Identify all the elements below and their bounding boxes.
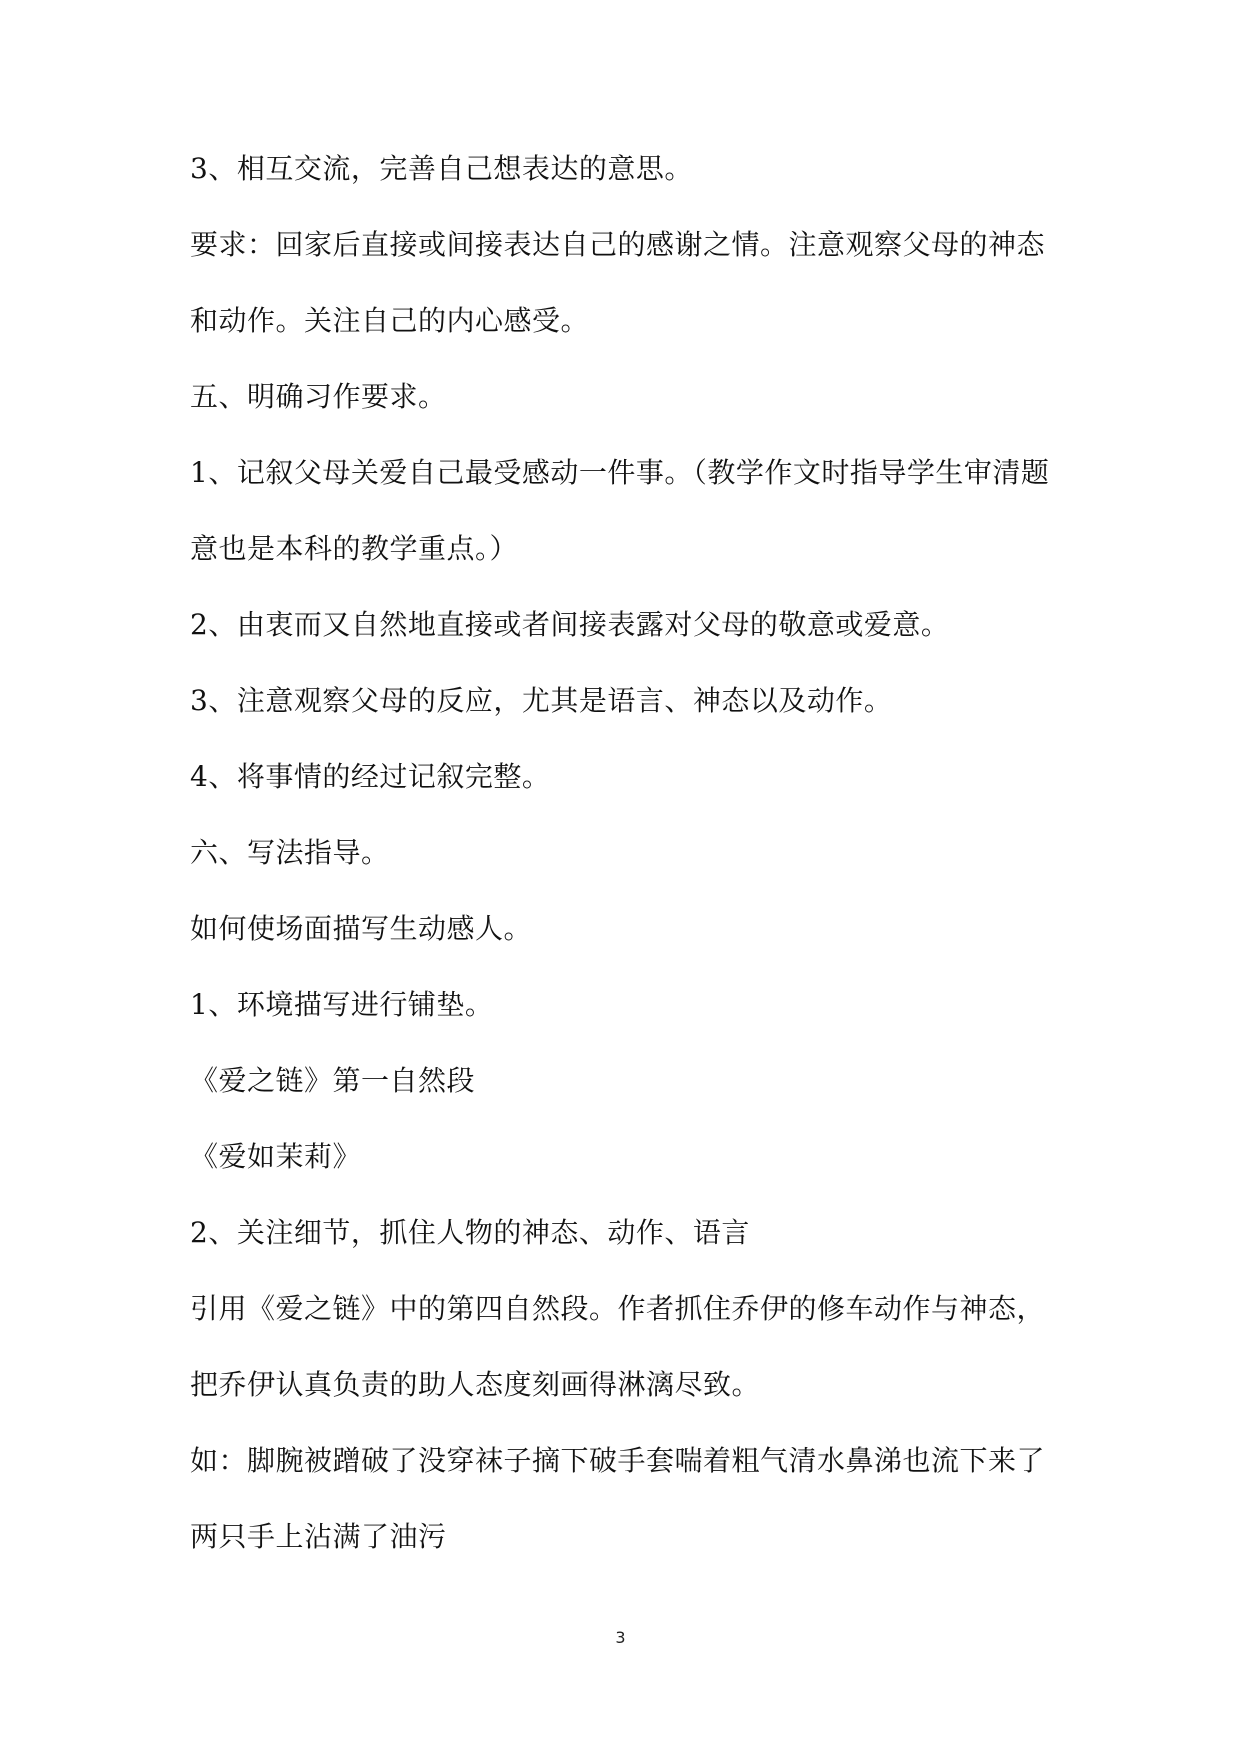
text-line: 《爱之链》第一自然段	[190, 1064, 476, 1097]
text-line: 1、环境描写进行铺垫。	[190, 988, 494, 1021]
text-line: 3、注意观察父母的反应，尤其是语言、神态以及动作。	[190, 684, 893, 717]
text-line: 引用《爱之链》中的第四自然段。作者抓住乔伊的修车动作与神态，	[190, 1292, 1046, 1325]
text-line: 4、将事情的经过记叙完整。	[190, 760, 551, 793]
text-line: 2、关注细节，抓住人物的神态、动作、语言	[190, 1216, 750, 1249]
section-heading: 五、明确习作要求。	[190, 380, 447, 413]
text-line: 意也是本科的教学重点。）	[190, 532, 519, 565]
text-line: 两只手上沾满了油污	[190, 1520, 447, 1553]
text-line: 1、记叙父母关爱自己最受感动一件事。（教学作文时指导学生审清题	[190, 456, 1050, 489]
page-number: 3	[615, 1628, 626, 1647]
text-line: 如：脚腕被蹭破了没穿袜子摘下破手套喘着粗气清水鼻涕也流下来了	[190, 1444, 1046, 1477]
section-heading: 六、写法指导。	[190, 836, 390, 869]
text-line: 《爱如茉莉》	[190, 1140, 362, 1173]
text-line: 3、相互交流，完善自己想表达的意思。	[190, 152, 693, 185]
text-line: 和动作。关注自己的内心感受。	[190, 304, 590, 337]
text-line: 2、由衷而又自然地直接或者间接表露对父母的敬意或爱意。	[190, 608, 950, 641]
text-line: 把乔伊认真负责的助人态度刻画得淋漓尽致。	[190, 1368, 761, 1401]
text-line: 如何使场面描写生动感人。	[190, 912, 533, 945]
text-line: 要求：回家后直接或间接表达自己的感谢之情。注意观察父母的神态	[190, 228, 1046, 261]
